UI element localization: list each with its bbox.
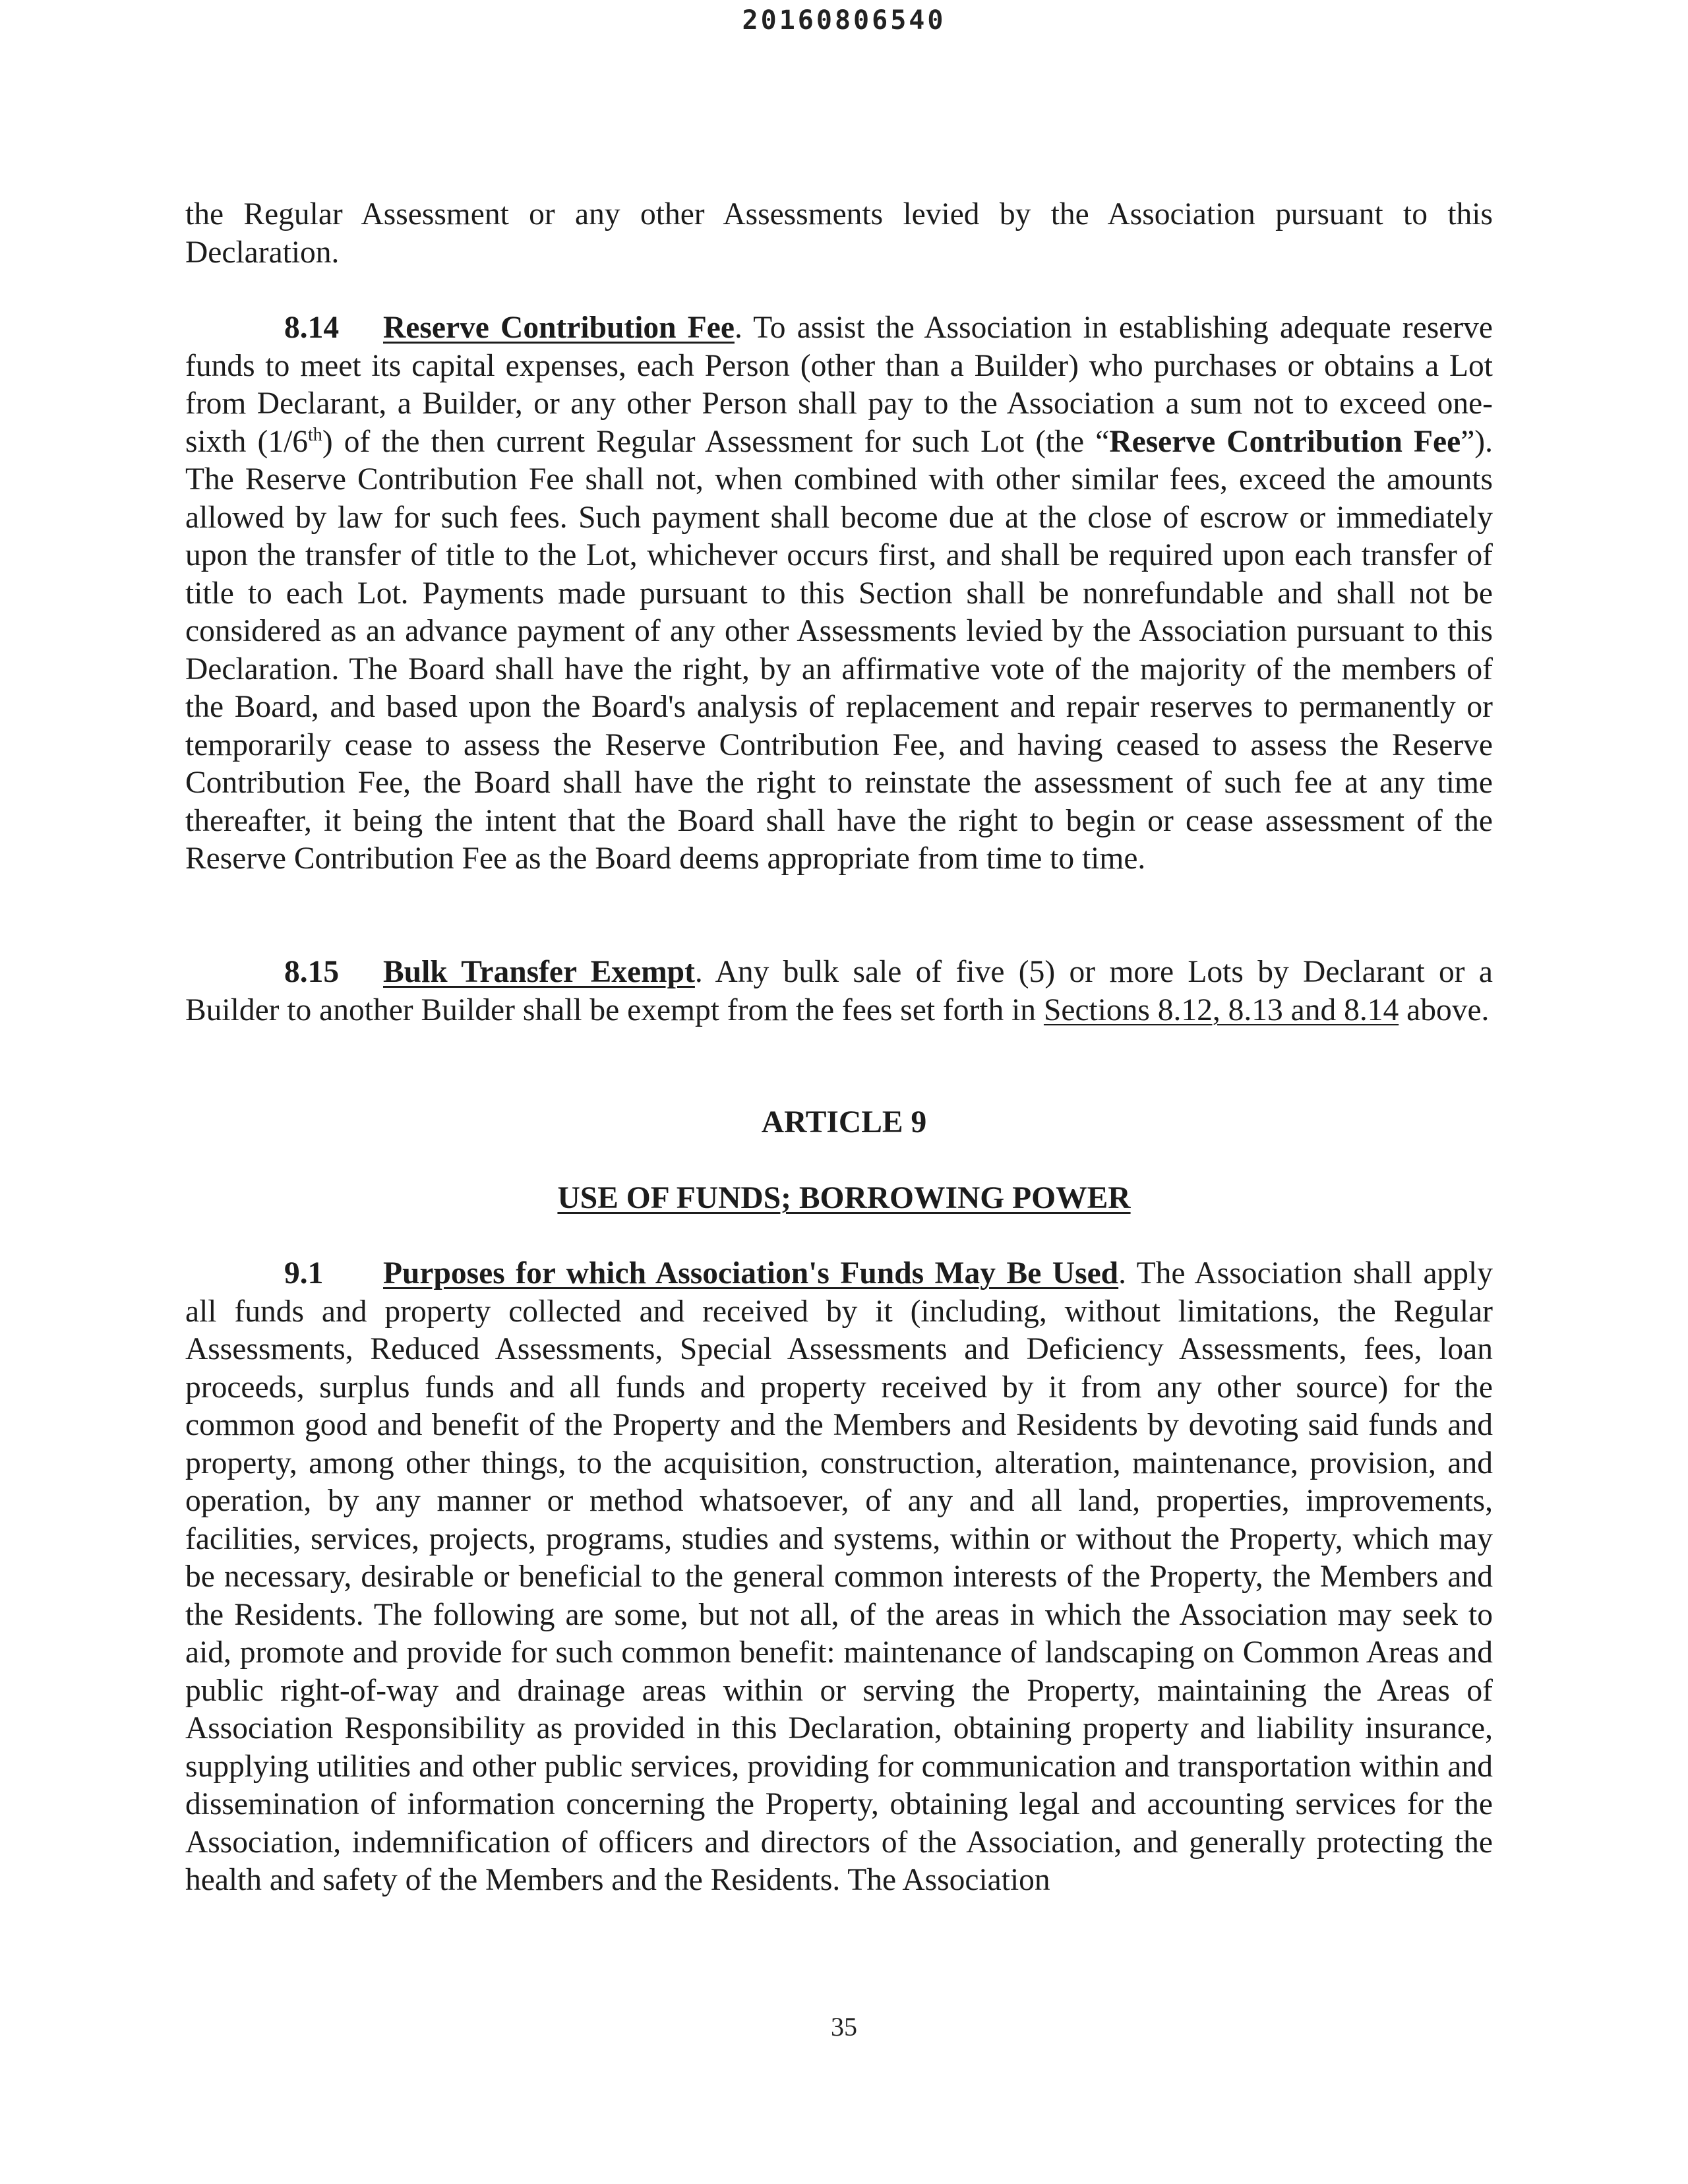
- document-number: 20160806540: [742, 5, 946, 36]
- section-8-15-title: Bulk Transfer Exempt: [383, 955, 695, 989]
- article-title-text: USE OF FUNDS; BORROWING POWER: [557, 1181, 1131, 1215]
- section-8-14: [185, 309, 1493, 878]
- section-8-14-title: Reserve Contribution Fee: [383, 311, 735, 345]
- section-9-1: [185, 1255, 1493, 1900]
- section-8-14-number: 8.14: [284, 311, 340, 345]
- section-8-15-text-a: . Any bulk sale of five (5) or more Lots by Declarant or a Builder to another Builder shall be exempt from the fees set forth in: [185, 955, 1493, 1027]
- section-8-15-text-b: above.: [1399, 992, 1490, 1027]
- section-8-15: [185, 954, 1493, 1029]
- section-9-1-number: 9.1: [284, 1256, 324, 1290]
- section-8-15-paragraph: [185, 954, 1493, 1029]
- article-heading: ARTICLE 9: [761, 1105, 927, 1139]
- section-8-14-superscript: th: [308, 424, 322, 445]
- section-9-1-title: Purposes for which Association's Funds May Be Used: [383, 1256, 1119, 1290]
- section-8-14-text-b: ) of the then current Regular Assessment for such Lot (the “: [322, 424, 1110, 459]
- article-title: [0, 1180, 1688, 1218]
- page-number: 35: [831, 2012, 857, 2042]
- section-8-14-paragraph: [185, 309, 1493, 878]
- continuation-paragraph: [185, 196, 1493, 272]
- continuation-text: the Regular Assessment or any other Assessments levied by the Association pursuant to this Declaration.: [185, 197, 1493, 270]
- section-8-14-defined-term: Reserve Contribution Fee: [1109, 424, 1461, 459]
- section-8-15-number: 8.15: [284, 955, 340, 989]
- section-9-1-paragraph: [185, 1255, 1493, 1900]
- section-8-14-text-c: ”). The Reserve Contribution Fee shall not, when combined with other similar fees, exceed the amounts allowed by law for such fees. Such payment shall become due at the close of escrow or immediately upon the transfer of title to the Lot, whichever occurs first, and shall be required upon each transfer of title to each Lot. Payments made pursuant to this Section shall be nonrefundable and shall not be considered as an advance payment of any other Assessments levied by the Association pursuant to this Declaration. The Board shall have the right, by an affirmative vote of the majority of the members of the Board, and based upon the Board's analysis of replacement and repair reserves to permanently or temporarily cease to assess the Reserve Contribution Fee, and having ceased to assess the Reserve Contribution Fee, the Board shall have the right to reinstate the assessment of such fee at any time thereafter, it being the intent that the Board shall have the right to begin or cease assessment of the Reserve Contribution Fee as the Board deems appropriate from time to time.: [185, 424, 1493, 876]
- section-9-1-text: . The Association shall apply all funds and property collected and received by it (including, without limitations, the Regular Assessments, Reduced Assessments, Special Assessments and Deficiency Assessments, fees, loan proceeds, surplus funds and all funds and property received by it from any other source) for the common good and benefit of the Property and the Members and Residents by devoting said funds and property, among other things, to the acquisition, construction, alteration, maintenance, provision, and operation, by any manner or method whatsoever, of any and all land, properties, improvements, facilities, services, projects, programs, studies and systems, within or without the Property, which may be necessary, desirable or beneficial to the general common interests of the Property, the Members and the Residents. The following are some, but not all, of the areas in which the Association may seek to aid, promote and provide for such common benefit: maintenance of landscaping on Common Areas and public right-of-way and drainage areas within or serving the Property, maintaining the Areas of Association Responsibility as provided in this Declaration, obtaining property and liability insurance, supplying utilities and other public services, providing for communication and transportation within and dissemination of information concerning the Property, obtaining legal and accounting services for the Association, indemnification of officers and directors of the Association, and generally protecting the health and safety of the Members and the Residents. The Association: [185, 1256, 1493, 1897]
- section-8-14-text-a: . To assist the Association in establishing adequate reserve funds to meet its capital expenses, each Person (other than a Builder) who purchases or obtains a Lot from Declarant, a Builder, or any other Person shall pay to the Association a sum not to exceed one-sixth (1/6: [185, 311, 1493, 459]
- section-cross-reference: Sections 8.12, 8.13 and 8.14: [1043, 992, 1399, 1027]
